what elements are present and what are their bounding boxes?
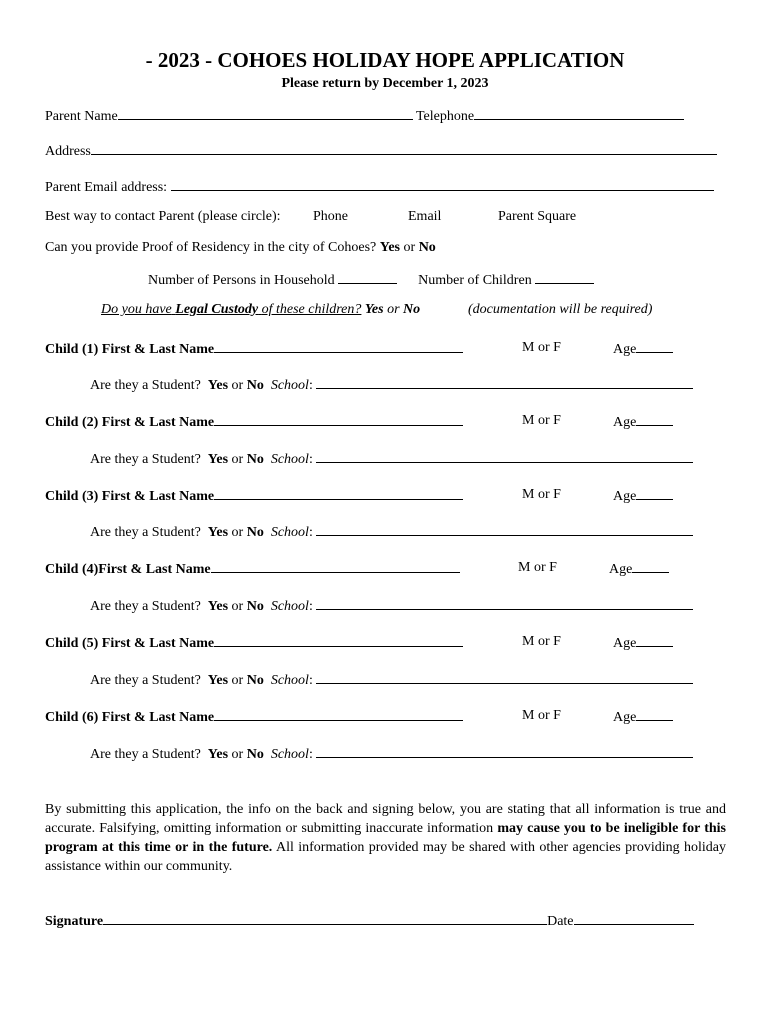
child-4-age-field[interactable] <box>632 560 669 573</box>
email-row <box>45 178 714 196</box>
address-field[interactable] <box>91 142 717 155</box>
child-6-student-label: Are they a Student? <box>90 747 201 762</box>
child-4-school-label: School <box>270 599 309 614</box>
disclaimer-text-1: By submitting this application, the info on the back and signing below, you are stating that all information is true and accurate. Falsifying, omitting information or submitting inaccurate information <box>45 802 726 836</box>
custody-bold: Legal Custody <box>175 302 259 317</box>
residency-yes[interactable]: Yes <box>379 240 401 255</box>
email-label: Parent Email address: <box>45 180 168 195</box>
child-3-student-no[interactable]: No <box>246 525 264 540</box>
persons-field[interactable] <box>338 271 397 284</box>
child-4-school-field[interactable] <box>316 597 693 610</box>
child-3-student-or: or <box>231 525 244 540</box>
disclaimer-text-2: All information provided may be shared with other agencies providing holiday assistance within our community. <box>45 840 727 874</box>
telephone-label: Telephone <box>415 109 475 124</box>
child-6-student-no[interactable]: No <box>246 747 264 762</box>
children-count-label: Number of Children <box>418 273 532 288</box>
child-6-name-field[interactable] <box>214 708 463 721</box>
child-3-school-field[interactable] <box>316 523 693 536</box>
parent-name-field[interactable] <box>118 107 413 120</box>
child-6-age-field[interactable] <box>636 708 673 721</box>
contact-label: Best way to contact Parent (please circle): <box>45 209 281 224</box>
child-3-age-field[interactable] <box>636 487 673 500</box>
page-title: - 2023 - COHOES HOLIDAY HOPE APPLICATION <box>145 48 625 72</box>
child-5-student-yes[interactable]: Yes <box>207 673 229 688</box>
child-2-student-label: Are they a Student? <box>90 452 201 467</box>
date-field[interactable] <box>574 912 694 925</box>
child-5-student-or: or <box>231 673 244 688</box>
child-2-student-or: or <box>231 452 244 467</box>
child-4-student-label: Are they a Student? <box>90 599 201 614</box>
child-6-student-yes[interactable]: Yes <box>207 747 229 762</box>
child-2-name-row <box>45 413 463 431</box>
custody-prefix: Do you have <box>101 302 172 317</box>
child-6-age: Age <box>613 708 673 726</box>
child-4-student-row: Are they a Student? Yes or No School: <box>90 597 693 615</box>
return-deadline: Please return by December 1, 2023 <box>281 76 489 91</box>
documentation-note: (documentation will be required) <box>468 302 653 317</box>
address-row <box>45 142 717 160</box>
child-5-school-field[interactable] <box>316 671 693 684</box>
child-5-student-label: Are they a Student? <box>90 673 201 688</box>
custody-suffix: of these children? <box>261 302 362 317</box>
child-2-school-field[interactable] <box>316 450 693 463</box>
custody-or: or <box>387 302 400 317</box>
child-2-label: Child (2) First & Last Name <box>45 415 215 430</box>
contact-option-parent-square[interactable]: Parent Square <box>498 209 577 224</box>
child-1-school-field[interactable] <box>316 376 693 389</box>
child-2-student-row: Are they a Student? Yes or No School: <box>90 450 693 468</box>
child-5-age: Age <box>613 634 673 652</box>
contact-option-email[interactable]: Email <box>408 209 442 224</box>
residency-row <box>45 240 436 256</box>
persons-label: Number of Persons in Household <box>148 273 335 288</box>
signature-field[interactable] <box>103 912 547 925</box>
child-1-student-yes[interactable]: Yes <box>207 378 229 393</box>
child-6-school-field[interactable] <box>316 745 693 758</box>
disclaimer-paragraph <box>45 800 726 876</box>
child-3-student-row: Are they a Student? Yes or No School: <box>90 523 693 541</box>
telephone-field[interactable] <box>474 107 684 120</box>
household-row <box>148 271 594 289</box>
child-4-student-yes[interactable]: Yes <box>207 599 229 614</box>
child-5-age-field[interactable] <box>636 634 673 647</box>
child-1-gender[interactable]: M or F <box>522 340 561 355</box>
child-4-student-or: or <box>231 599 244 614</box>
custody-no[interactable]: No <box>403 302 421 317</box>
child-5-gender[interactable]: M or F <box>522 634 561 649</box>
child-3-school-label: School <box>270 525 309 540</box>
child-2-student-yes[interactable]: Yes <box>207 452 229 467</box>
child-6-student-row: Are they a Student? Yes or No School: <box>90 745 693 763</box>
disclaimer-bold: may cause you to be ineligible for this program at this time or in the future. <box>45 821 726 855</box>
custody-yes[interactable]: Yes <box>364 302 384 317</box>
child-2-school-label: School <box>270 452 309 467</box>
child-5-school-label: School <box>270 673 309 688</box>
child-4-name-row <box>45 560 460 578</box>
child-5-name-row <box>45 634 463 652</box>
child-6-name-row <box>45 708 463 726</box>
child-5-student-no[interactable]: No <box>246 673 264 688</box>
child-4-age: Age <box>609 560 669 578</box>
child-4-label: Child (4)First & Last Name <box>45 562 211 577</box>
child-6-student-or: or <box>231 747 244 762</box>
parent-name-row <box>45 107 684 125</box>
child-3-student-yes[interactable]: Yes <box>207 525 229 540</box>
child-3-gender[interactable]: M or F <box>522 487 561 502</box>
child-1-name-field[interactable] <box>214 340 463 353</box>
signature-row <box>45 912 694 930</box>
child-1-name-row <box>45 340 463 358</box>
child-1-student-or: or <box>231 378 244 393</box>
residency-or: or <box>403 240 416 255</box>
child-5-label: Child (5) First & Last Name <box>45 636 215 651</box>
contact-option-phone[interactable]: Phone <box>313 209 348 224</box>
child-5-name-field[interactable] <box>214 634 463 647</box>
children-count-field[interactable] <box>535 271 594 284</box>
child-2-student-no[interactable]: No <box>246 452 264 467</box>
child-6-gender[interactable]: M or F <box>522 708 561 723</box>
child-4-student-no[interactable]: No <box>246 599 264 614</box>
child-3-age: Age <box>613 487 673 505</box>
child-5-student-row: Are they a Student? Yes or No School: <box>90 671 693 689</box>
child-2-gender[interactable]: M or F <box>522 413 561 428</box>
child-3-label: Child (3) First & Last Name <box>45 489 215 504</box>
child-1-age: Age <box>613 340 673 358</box>
address-label: Address <box>45 144 91 159</box>
child-1-age-field[interactable] <box>636 340 673 353</box>
custody-row <box>101 302 420 318</box>
residency-label: Can you provide Proof of Residency in the city of Cohoes? <box>45 240 377 255</box>
child-2-name-field[interactable] <box>214 413 463 426</box>
child-3-name-field[interactable] <box>214 487 463 500</box>
child-1-label: Child (1) First & Last Name <box>45 342 215 357</box>
child-6-label: Child (6) First & Last Name <box>45 710 215 725</box>
child-2-age-field[interactable] <box>636 413 673 426</box>
child-1-school-label: School <box>270 378 309 393</box>
child-3-name-row <box>45 487 463 505</box>
child-1-student-row: Are they a Student? Yes or No School: <box>90 376 693 394</box>
child-1-student-no[interactable]: No <box>246 378 264 393</box>
child-2-age: Age <box>613 413 673 431</box>
date-label: Date <box>547 914 574 929</box>
email-field[interactable] <box>171 178 714 191</box>
child-3-student-label: Are they a Student? <box>90 525 201 540</box>
parent-name-label: Parent Name <box>45 109 118 124</box>
child-1-student-label: Are they a Student? <box>90 378 201 393</box>
child-4-gender[interactable]: M or F <box>518 560 557 575</box>
signature-label: Signature <box>45 914 104 929</box>
residency-no[interactable]: No <box>418 240 436 255</box>
child-4-name-field[interactable] <box>211 560 460 573</box>
child-6-school-label: School <box>270 747 309 762</box>
